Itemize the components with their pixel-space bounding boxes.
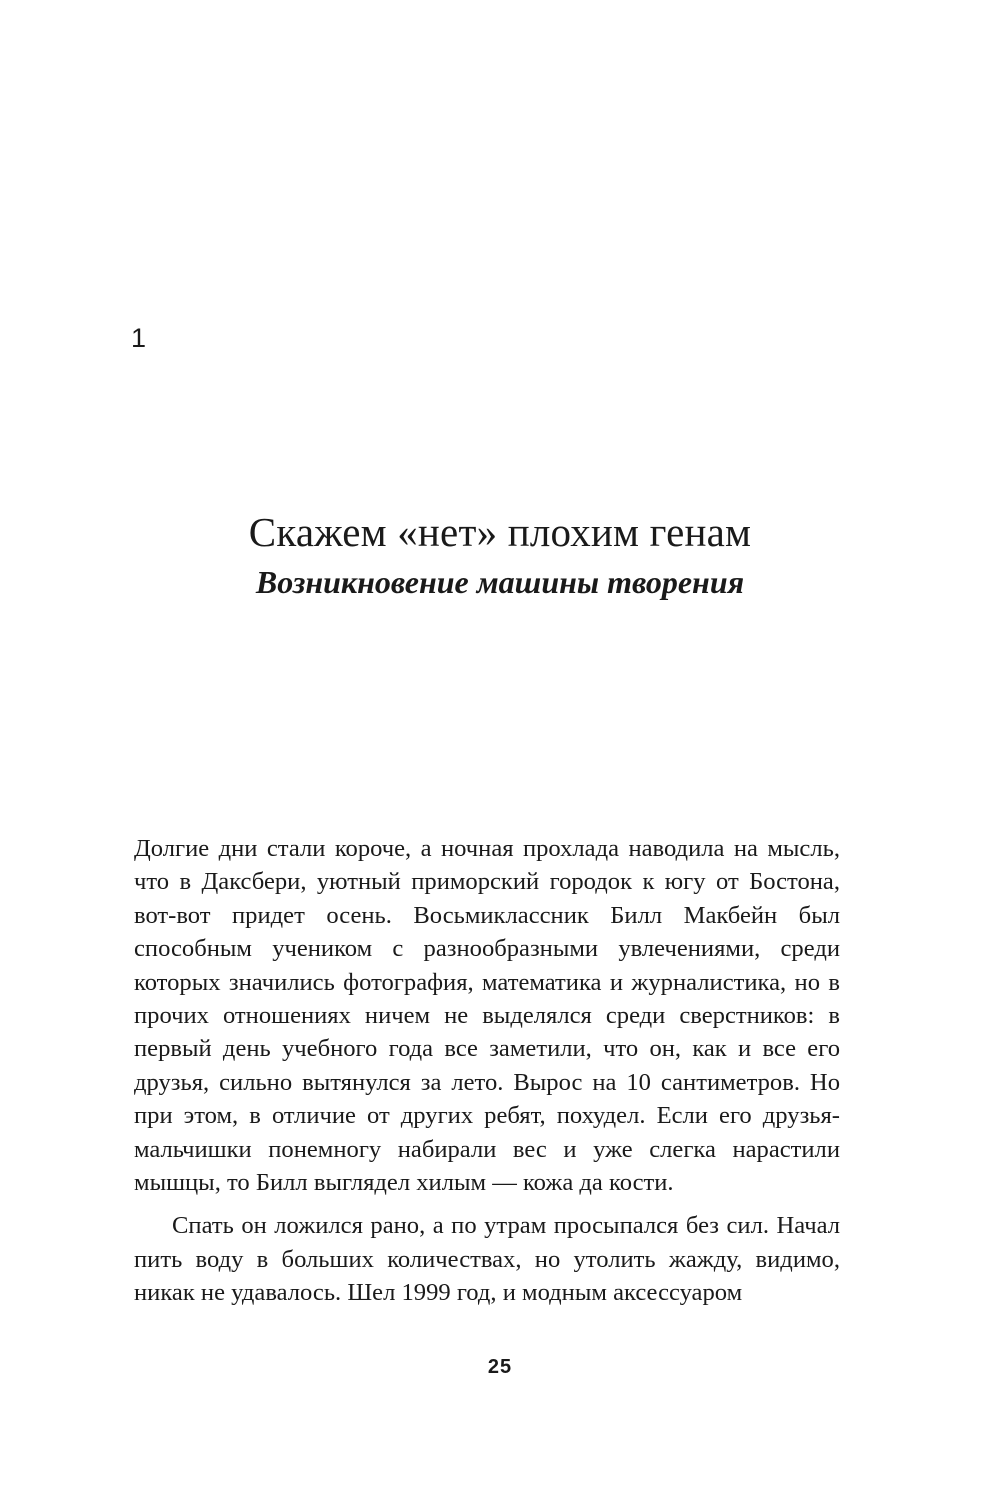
chapter-subtitle: Возникновение машины творения (255, 564, 745, 600)
body-text (134, 832, 840, 1310)
chapter-title: Скажем «нет» плохим генам (248, 509, 752, 555)
paragraph: Долгие дни стали короче, а ночная прохлада наводила на мысль, что в Даксбери, уютный приморский городок к югу от Бостона, вот-вот придет осень. Восьмиклассник Билл Макбейн был способным учеником с разнообразными увлечениями, среди которых значились фотография, математика и журналистика, но в прочих отношениях ничем не выделялся среди сверстников: в первый день учебного года все заметили, что он, как и все его друзья, сильно вытянулся за лето. Вырос на 10 сантиметров. Но при этом, в отличие от других ребят, похудел. Если его друзья-мальчишки понемногу набирали вес и уже слегка нарастили мышцы, то Билл выглядел хилым — кожа да кости. (134, 835, 840, 1197)
chapter-number: 1 (131, 323, 147, 353)
paragraph: Спать он ложился рано, а по утрам просыпался без сил. Начал пить воду в больших количествах, но утолить жажду, видимо, никак не удавалось. Шел 1999 год, и модным аксессуаром (134, 1212, 840, 1307)
page-number: 25 (487, 1356, 513, 1378)
